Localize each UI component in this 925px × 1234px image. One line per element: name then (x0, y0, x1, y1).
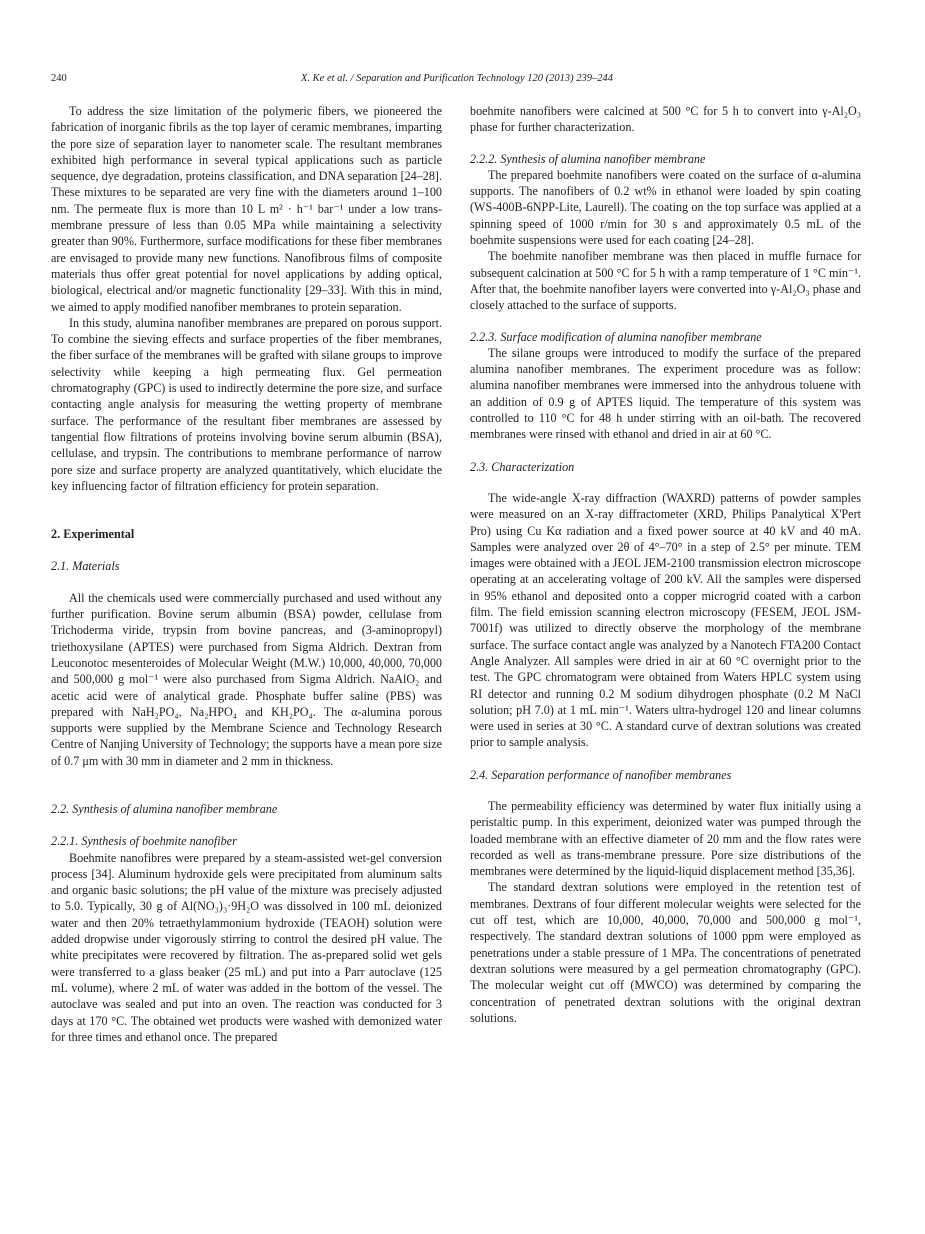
paragraph: The wide-angle X-ray diffraction (WAXRD) patterns of powder samples were measured on an X-ray diffractometer (XRD, Philips Panalytical X'Pert Pro) using Cu Kα radiation and a fixed power source at 40 kV and 40 mA. Samples were analyzed over 2θ of 4°–70° in a step of 2.5° per minute. TEM images were obtained with a JEOL JEM-2100 transmission electron microscope operating at an accelerating voltage of 200 kV. All the samples were dispersed in 95% ethanol and deposited onto a copper microgrid coated with a carbon film. The field emission scanning electron microscopy (FESEM, JEOL JSM-7001f) was utilized to directly observe the morphology of the membrane surface. The surface contact angle was analyzed by a Nanotech FTA200 Contact Angle Analyzer. All samples were dried in air at 60 °C overnight prior to the test. The GPC chromatogram were obtained from Waters HPLC system using RI detector and running 0.2 M sodium dihydrogen phosphate (0.2 M NaCl solution; pH 7.0) at 1 mL min⁻¹. Waters ultra-hydrogel 120 and linear columns were used in series at 30 °C. A standard curve of dextran solutions was created prior to sample analysis. (470, 490, 861, 750)
paragraph: The prepared boehmite nanofibers were coated on the surface of α-alumina supports. The nanofibers of 0.2 wt% in ethanol were loaded by spin coating (WS-400B-6NPP-Lite, Laurell). The coating on the top surface was applied at a spinning speed of 1000 r/min for 30 s and approximately 0.5 mL of the boehmite suspensions were used for each coating [24–28]. (470, 167, 861, 248)
subsection-heading: 2.3. Characterization (470, 459, 575, 474)
paragraph: boehmite nanofibers were calcined at 500 °C for 5 h to convert into γ-Al₂O₃ phase for further characterization. (470, 104, 861, 135)
paragraph: The standard dextran solutions were employed in the retention test of membranes. Dextrans of four different molecular weights were selected for the cut off test, which are 10,000, 40,000, 70,000 and 500,000 g mol⁻¹, respectively. The standard dextran solutions of 1000 ppm were employed as penetrations under a stable pressure of 1 MPa. The concentrations of penetrated dextran solutions were measured by a gel permeation chromatography (GPC). The molecular weight cut off (MWCO) was determined by comparing the concentration of penetrated dextran solutions with the original dextran solutions. (470, 880, 861, 1025)
subsection-heading: 2.1. Materials (51, 559, 120, 574)
section-heading: 2. Experimental (51, 527, 135, 542)
paragraph: The boehmite nanofiber membrane was then placed in muffle furnace for subsequent calcination at 500 °C for 5 h with a ramp temperature of 1 °C min⁻¹. After that, the boehmite nanofiber layers were converted into γ-Al₂O₃ phase and closely attached to the surface of supports. (470, 249, 861, 313)
paragraph: All the chemicals used were commercially purchased and used without any further purification. Bovine serum albumin (BSA) powder, cellulase from Trichoderma viride, trypsin from bovine pancreas, and (3-aminopropyl) triethoxysilane (APTES) were purchased from Sigma Aldrich. Dextran from Leuconotoc mesenteroides of Molecular Weight (M.W.) 10,000, 40,000, 70,000 and 500,000 g mol⁻¹ were also purchased from Sigma Aldrich. NaAlO₂ and acetic acid were of analytical grade. Phosphate buffer saline (PBS) was prepared with NaH₂PO₄, Na₂HPO₄ and KH₂PO₄. The α-alumina porous supports were supplied by the Membrane Science and Technology Research Centre of Nanjing University of Technology; the supports have a mean pore size of 0.7 μm with 30 mm in diameter and 2 mm in thickness. (51, 590, 442, 768)
left-column (51, 103, 442, 1045)
right-column (470, 103, 861, 1026)
subsection-heading: 2.4. Separation performance of nanofiber membranes (470, 767, 732, 782)
paragraph: The permeability efficiency was determined by water flux initially using a peristaltic pump. In this experiment, deionized water was pumped through the loaded membrane with an effective diameter of 20 mm and the flow rates were recorded as well as trans-membrane pressure. Pore size distributions of the membranes were determined by the liquid-liquid displacement method [35,36]. (470, 798, 861, 879)
subsubsection-heading: 2.2.1. Synthesis of boehmite nanofiber (51, 834, 237, 849)
journal-reference: X. Ke et al. / Separation and Purification Technology 120 (2013) 239–244 (301, 73, 613, 84)
paragraph: To address the size limitation of the polymeric fibers, we pioneered the fabrication of inorganic fibrils as the top layer of ceramic membranes, imparting the pore size of separation layer to nanometer scale. The resultant membranes exhibited high performance in several typical applications such as particle sequence, dye degradation, proteins classification, and DNA separation [24–28]. These mixtures to be separated are very fine with the diameters around 1–100 nm. The permeate flux is more than 10 L m² · h⁻¹ bar⁻¹ under a low trans-membrane pressure of less than 0.05 MPa while maintaining a selectivity greater than 90%. Furthermore, surface modifications for these fiber membranes are envisaged to provide many new functions. Nanofibrous films of composite materials thus offer great potential for novel applications by adding optical, biological, electrical and/or magnetic functionality [29–33]. With this in mind, we aimed to apply modified nanofiber membranes to protein separation. (51, 104, 442, 314)
page-number: 240 (51, 73, 67, 84)
paragraph: The silane groups were introduced to modify the surface of the prepared alumina nanofiber membranes. The experiment procedure was as follow: alumina nanofiber membranes were immersed into the anhydrous toluene with an addition of 0.9 g of APTES liquid. The temperature of this system was controlled to 110 °C for 48 h under stirring with an oil-bath. The recovered membranes were rinsed with ethanol and dried in air at 60 °C. (470, 345, 861, 442)
subsubsection-heading: 2.2.3. Surface modification of alumina nanofiber membrane (470, 329, 762, 344)
subsubsection-heading: 2.2.2. Synthesis of alumina nanofiber membrane (470, 151, 706, 166)
subsection-heading: 2.2. Synthesis of alumina nanofiber membrane (51, 801, 278, 816)
paragraph: In this study, alumina nanofiber membranes are prepared on porous support. To combine the sieving effects and surface properties of the fiber membranes, the fiber surface of the membranes will be grafted with silane groups to improve selectivity while keeping a high permeating flux. Gel permeation chromatography (GPC) is used to indirectly determine the pore size, and surface contacting angle analysis for measuring the wetting property of membrane surface. The performance of the resultant fiber membranes are assessed by tangential flow filtrations of proteins involving bovine serum albumin (BSA), cellulase, and trypsin. The contributions to membrane performance of narrow pore size and surface property are analyzed quantitatively, which elucidate the key influencing factor of filtration efficiency for protein separation. (51, 315, 442, 493)
paragraph: Boehmite nanofibres were prepared by a steam-assisted wet-gel conversion process [34]. Aluminum hydroxide gels were precipitated from aluminum salts and organic basic solutions; the pH value of the mixture was precisely adjusted to 5.0. Typically, 30 g of Al(NO₃)₃·9H₂O was dissolved in 100 mL deionized water and then 20% tetraethylammonium hydroxide (TEAOH) solution were added dropwise under vigorously stirring to control the desired pH value. The white precipitates were recovered by filtration. The as-prepared solid wet gels were transferred to a glass beaker (25 mL) and put into a Parr autoclave (125 mL volume), where 2 mL of water was added in the bottom of the vessel. The autoclave was sealed and put into an oven. The reaction was conducted for 3 days at 170 °C. The obtained wet products were washed with demonized water for three times and ethanol once. The prepared (51, 850, 442, 1044)
